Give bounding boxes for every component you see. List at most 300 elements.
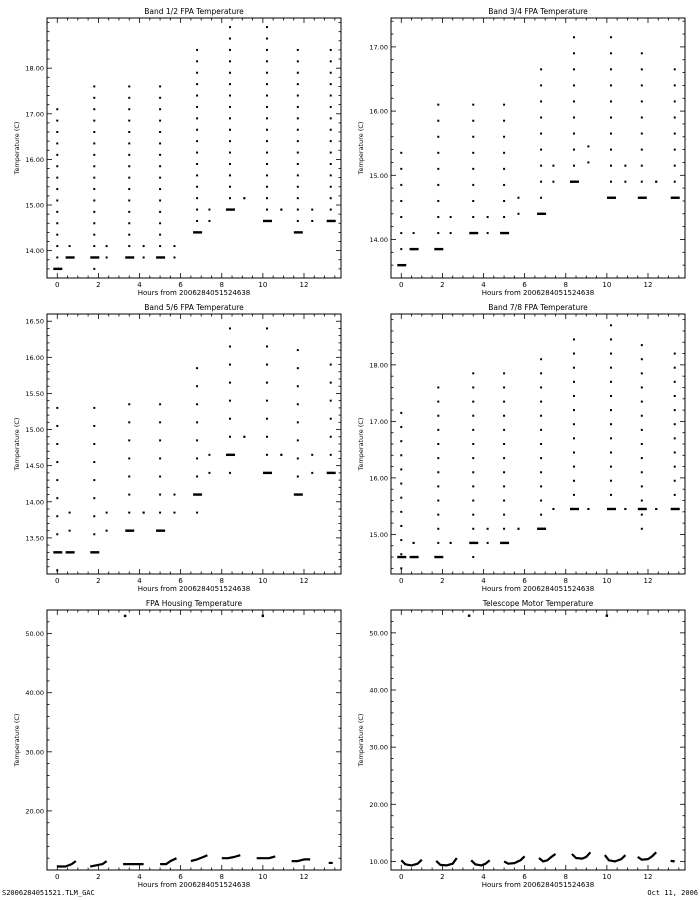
chart-6-xtick-label: 0 — [399, 873, 404, 881]
chart-4-point — [503, 471, 505, 473]
chart-1-point — [128, 108, 130, 110]
chart-4-base-dash — [397, 556, 406, 558]
chart-3-point — [297, 439, 299, 441]
chart-1-point — [159, 199, 161, 201]
chart-2-point — [437, 152, 439, 154]
chart-3-point — [311, 472, 313, 474]
chart-1-point — [56, 165, 58, 167]
chart-2-point — [540, 68, 542, 70]
chart-2-point — [655, 181, 657, 183]
chart-2-point — [503, 184, 505, 186]
chart-1-point — [266, 38, 268, 40]
chart-2-point — [503, 152, 505, 154]
chart-3-point — [196, 512, 198, 514]
chart-5-ytick-label: 50.00 — [25, 630, 44, 639]
chart-1-xtick-label: 10 — [258, 281, 268, 289]
chart-2-point — [487, 216, 489, 218]
chart-2-point — [674, 84, 676, 86]
chart-1-point — [106, 256, 108, 258]
chart-4-point — [400, 454, 402, 456]
chart-4-point — [674, 494, 676, 496]
chart-1-point — [196, 106, 198, 108]
chart-1-point — [330, 209, 332, 211]
chart-4-point — [487, 528, 489, 530]
chart-2-point — [624, 165, 626, 167]
chart-3-point — [229, 346, 231, 348]
chart-4-point — [437, 443, 439, 445]
chart-3-ytick-label: 15.50 — [25, 389, 44, 398]
chart-4-point — [674, 353, 676, 355]
chart-4-point — [503, 401, 505, 403]
chart-2-point — [610, 133, 612, 135]
chart-4-point — [472, 514, 474, 516]
chart-1-point — [93, 177, 95, 179]
chart-1-point — [311, 209, 313, 211]
chart-4-point — [641, 415, 643, 417]
chart-5-ytick-label: 40.00 — [25, 689, 44, 698]
chart-6-ytick-label: 30.00 — [369, 743, 388, 752]
chart-4-point — [573, 395, 575, 397]
chart-3-base-dash — [263, 472, 272, 474]
chart-4-point — [472, 485, 474, 487]
chart-2-point — [437, 216, 439, 218]
chart-4-point — [674, 466, 676, 468]
chart-1-base-dash — [125, 256, 134, 258]
chart-1-point — [56, 108, 58, 110]
chart-2-point — [641, 181, 643, 183]
chart-4-base-dash — [500, 542, 509, 544]
chart-3-point — [56, 515, 58, 517]
chart-2-xtick-label: 2 — [440, 281, 445, 289]
chart-4-point — [487, 542, 489, 544]
chart-4-base-dash — [607, 508, 616, 510]
chart-3-point — [159, 476, 161, 478]
chart-6-xtick-label: 2 — [440, 873, 445, 881]
chart-1-point — [196, 174, 198, 176]
chart-1-point — [297, 72, 299, 74]
chart-1-point — [196, 117, 198, 119]
chart-3-point — [93, 425, 95, 427]
chart-1-base-dash — [226, 208, 235, 210]
chart-1-point — [93, 165, 95, 167]
chart-1-point — [208, 220, 210, 222]
chart-3-point — [128, 403, 130, 405]
chart-4-point — [573, 437, 575, 439]
chart-1-xtick-label: 0 — [55, 281, 60, 289]
chart-1-point — [128, 142, 130, 144]
chart-2-point — [400, 248, 402, 250]
chart-1-xlabel: Hours from 2006284051524638 — [137, 289, 251, 297]
chart-4-point — [503, 372, 505, 374]
chart-3-xtick-label: 10 — [258, 577, 268, 585]
chart-1-point — [196, 140, 198, 142]
chart-1-point — [229, 49, 231, 51]
chart-1-point — [56, 131, 58, 133]
chart-5-ytick-label: 30.00 — [25, 748, 44, 757]
chart-2-ytick-label: 14.00 — [369, 235, 388, 244]
chart-4-point — [503, 415, 505, 417]
chart-2-point — [674, 117, 676, 119]
chart-2-base-dash — [434, 248, 443, 250]
chart-5-outlier-point — [262, 615, 264, 617]
chart-4-point — [503, 485, 505, 487]
chart-1-point — [297, 49, 299, 51]
chart-4-point — [674, 423, 676, 425]
chart-5-title: FPA Housing Temperature — [145, 599, 243, 608]
chart-1-point — [266, 140, 268, 142]
chart-2-point — [552, 165, 554, 167]
chart-2-point — [437, 200, 439, 202]
chart-1-point — [159, 177, 161, 179]
chart-4-ylabel: Temperature (C) — [357, 417, 365, 471]
chart-4-point — [610, 480, 612, 482]
chart-1-point — [56, 234, 58, 236]
chart-3-point — [196, 421, 198, 423]
chart-3-base-dash — [53, 551, 62, 553]
chart-3-point — [159, 439, 161, 441]
chart-4-point — [503, 528, 505, 530]
chart-1-point — [196, 72, 198, 74]
chart-2-point — [437, 136, 439, 138]
chart-6-series-segment — [471, 860, 490, 865]
chart-2-point — [400, 168, 402, 170]
footer-filename: S2006284051521.TLM_GAC — [2, 889, 95, 897]
chart-1-point — [297, 60, 299, 62]
chart-3-point — [280, 454, 282, 456]
chart-4-point — [552, 508, 554, 510]
chart-2-frame — [391, 18, 685, 278]
chart-4-xtick-label: 8 — [563, 577, 568, 585]
chart-4-xtick-label: 0 — [399, 577, 404, 585]
chart-4-point — [540, 429, 542, 431]
chart-2-point — [450, 232, 452, 234]
chart-1-point — [330, 174, 332, 176]
chart-1-point — [93, 97, 95, 99]
chart-4-base-dash — [671, 508, 680, 510]
chart-2-point — [413, 232, 415, 234]
chart-2-point — [610, 84, 612, 86]
chart-1-point — [297, 209, 299, 211]
chart-1-point — [196, 129, 198, 131]
chart-1-point — [128, 177, 130, 179]
chart-3-point — [229, 472, 231, 474]
chart-1-point — [196, 95, 198, 97]
chart-4-point — [400, 483, 402, 485]
chart-1-point — [196, 152, 198, 154]
chart-4-point — [503, 443, 505, 445]
chart-1-point — [330, 129, 332, 131]
chart-4-point — [573, 480, 575, 482]
chart-1-point — [196, 186, 198, 188]
chart-3-point — [56, 569, 58, 571]
chart-2-point — [573, 133, 575, 135]
chart-1-point — [159, 154, 161, 156]
chart-3-xlabel: Hours from 2006284051524638 — [137, 585, 251, 593]
chart-1-point — [159, 108, 161, 110]
chart-2-point — [610, 165, 612, 167]
chart-4-point — [641, 429, 643, 431]
chart-2-point — [472, 136, 474, 138]
chart-4-point — [641, 471, 643, 473]
chart-1-point — [56, 142, 58, 144]
chart-1-point — [93, 120, 95, 122]
chart-4-point — [437, 457, 439, 459]
chart-1-point — [297, 117, 299, 119]
chart-2-point — [450, 216, 452, 218]
chart-3-point — [93, 515, 95, 517]
chart-2-base-dash — [638, 197, 647, 199]
chart-3-frame — [47, 314, 341, 574]
chart-1-point — [266, 163, 268, 165]
chart-4-point — [573, 494, 575, 496]
chart-4-point — [540, 443, 542, 445]
chart-2-point — [641, 84, 643, 86]
chart-4-point — [540, 514, 542, 516]
chart-2-xtick-label: 6 — [522, 281, 527, 289]
chart-6-outlier-point — [606, 615, 608, 617]
chart-1-point — [128, 97, 130, 99]
chart-3-point — [330, 400, 332, 402]
chart-1-point — [56, 199, 58, 201]
chart-1-point — [128, 85, 130, 87]
chart-4-point — [610, 451, 612, 453]
chart-2-point — [641, 52, 643, 54]
chart-4-point — [540, 372, 542, 374]
chart-1-point — [93, 108, 95, 110]
chart-3-point — [93, 533, 95, 535]
chart-6-ytick-label: 20.00 — [369, 800, 388, 809]
chart-2-point — [437, 104, 439, 106]
chart-1-point — [196, 197, 198, 199]
chart-4-point — [437, 429, 439, 431]
chart-4-point — [610, 353, 612, 355]
chart-3-point — [330, 454, 332, 456]
chart-6-xtick-label: 6 — [522, 873, 527, 881]
chart-2-point — [487, 232, 489, 234]
chart-4-point — [610, 494, 612, 496]
chart-4-title: Band 7/8 FPA Temperature — [488, 303, 588, 312]
chart-1-point — [280, 209, 282, 211]
chart-4-point — [655, 508, 657, 510]
chart-1-point — [196, 209, 198, 211]
chart-1-point — [297, 220, 299, 222]
chart-1-point — [159, 85, 161, 87]
chart-3-point — [128, 421, 130, 423]
chart-4-point — [540, 415, 542, 417]
chart-2-ytick-label: 16.00 — [369, 107, 388, 116]
chart-1-point — [56, 222, 58, 224]
chart-2-point — [400, 184, 402, 186]
chart-2-point — [540, 133, 542, 135]
chart-1-point — [266, 95, 268, 97]
chart-1-point — [159, 120, 161, 122]
chart-4-point — [641, 485, 643, 487]
chart-4-point — [503, 457, 505, 459]
chart-2-point — [610, 117, 612, 119]
chart-2-point — [641, 165, 643, 167]
chart-2-point — [437, 168, 439, 170]
chart-4-point — [674, 451, 676, 453]
chart-2-point — [573, 52, 575, 54]
chart-3-xtick-label: 4 — [137, 577, 142, 585]
chart-2-point — [641, 133, 643, 135]
chart-2-point — [674, 181, 676, 183]
chart-2-point — [472, 216, 474, 218]
chart-1-point — [106, 245, 108, 247]
chart-2-point — [503, 168, 505, 170]
chart-3-point — [266, 436, 268, 438]
chart-6-series-segment — [572, 852, 591, 858]
chart-6-outlier-point — [468, 615, 470, 617]
chart-4-point — [573, 353, 575, 355]
chart-5-outlier-point — [124, 615, 126, 617]
chart-1-point — [266, 117, 268, 119]
chart-4-ytick-label: 16.00 — [369, 474, 388, 483]
chart-5-xtick-label: 12 — [299, 873, 309, 881]
chart-2-point — [573, 165, 575, 167]
chart-4-point — [400, 539, 402, 541]
chart-3-point — [93, 479, 95, 481]
chart-1-point — [56, 120, 58, 122]
chart-1-point — [93, 199, 95, 201]
chart-2-point — [573, 149, 575, 151]
chart-2-ytick-label: 15.00 — [369, 171, 388, 180]
chart-1-point — [243, 197, 245, 199]
chart-3-point — [56, 533, 58, 535]
chart-1-point — [159, 131, 161, 133]
chart-3-point — [128, 476, 130, 478]
chart-4-point — [400, 468, 402, 470]
chart-2-xtick-label: 4 — [481, 281, 486, 289]
chart-3-ytick-label: 15.00 — [25, 426, 44, 435]
chart-3-point — [311, 454, 313, 456]
chart-1-point — [159, 165, 161, 167]
chart-1-point — [266, 129, 268, 131]
chart-1-point — [196, 60, 198, 62]
chart-2-point — [573, 84, 575, 86]
chart-4-point — [610, 367, 612, 369]
chart-4-point — [437, 386, 439, 388]
chart-4-point — [624, 508, 626, 510]
chart-3-point — [266, 364, 268, 366]
chart-4-point — [674, 409, 676, 411]
chart-4-point — [472, 372, 474, 374]
chart-4-point — [641, 443, 643, 445]
chart-5-ytick-label: 20.00 — [25, 807, 44, 816]
chart-3-ylabel: Temperature (C) — [13, 417, 21, 471]
chart-1-point — [297, 186, 299, 188]
chart-2-point — [610, 181, 612, 183]
chart-4-xtick-label: 10 — [602, 577, 612, 585]
chart-1-point — [229, 38, 231, 40]
chart-2-point — [610, 36, 612, 38]
chart-1-xtick-label: 4 — [137, 281, 142, 289]
chart-1-point — [266, 186, 268, 188]
chart-4-point — [472, 500, 474, 502]
chart-2-point — [641, 100, 643, 102]
chart-1-point — [143, 256, 145, 258]
chart-3-point — [297, 367, 299, 369]
chart-2-point — [437, 120, 439, 122]
chart-6-series-segment — [539, 854, 556, 861]
chart-1-ytick-label: 18.00 — [25, 64, 44, 73]
chart-1-xtick-label: 12 — [299, 281, 309, 289]
chart-6-xtick-label: 12 — [643, 873, 653, 881]
chart-2-point — [573, 68, 575, 70]
chart-3-base-dash — [294, 493, 303, 495]
chart-4-point — [641, 500, 643, 502]
chart-1-point — [93, 245, 95, 247]
chart-4-point — [503, 429, 505, 431]
chart-6-xtick-label: 8 — [563, 873, 568, 881]
chart-1-base-dash — [263, 220, 272, 222]
chart-2-xtick-label: 10 — [602, 281, 612, 289]
chart-4-point — [641, 514, 643, 516]
chart-1-point — [128, 188, 130, 190]
chart-3-point — [330, 382, 332, 384]
chart-4-point — [674, 395, 676, 397]
chart-4-point — [472, 429, 474, 431]
chart-6-ylabel: Temperature (C) — [357, 713, 365, 767]
chart-1-point — [159, 211, 161, 213]
chart-2-point — [674, 68, 676, 70]
chart-2-point — [573, 100, 575, 102]
chart-4-point — [437, 528, 439, 530]
chart-1-point — [297, 163, 299, 165]
chart-2-point — [587, 145, 589, 147]
chart-1-point — [297, 106, 299, 108]
chart-4-point — [400, 553, 402, 555]
chart-5-frame — [47, 610, 341, 870]
chart-2-base-dash — [570, 181, 579, 183]
chart-2-point — [610, 100, 612, 102]
chart-3-point — [266, 346, 268, 348]
chart-4-point — [641, 358, 643, 360]
chart-4-point — [472, 471, 474, 473]
chart-1-point — [56, 245, 58, 247]
chart-4-base-dash — [638, 508, 647, 510]
chart-4-ytick-label: 17.00 — [369, 417, 388, 426]
chart-4-xtick-label: 2 — [440, 577, 445, 585]
chart-1-point — [128, 234, 130, 236]
chart-1-point — [266, 26, 268, 28]
chart-3-point — [159, 457, 161, 459]
chart-6-ytick-label: 50.00 — [369, 629, 388, 638]
chart-2-point — [540, 149, 542, 151]
chart-6-series-segment — [605, 855, 626, 861]
chart-2-point — [472, 120, 474, 122]
chart-4-point — [413, 542, 415, 544]
chart-1-ytick-label: 16.00 — [25, 155, 44, 164]
chart-2-point — [517, 197, 519, 199]
chart-3-point — [229, 400, 231, 402]
chart-1-title: Band 1/2 FPA Temperature — [144, 7, 244, 16]
chart-2-point — [540, 100, 542, 102]
chart-5-series-segment — [257, 856, 276, 858]
chart-1-point — [297, 95, 299, 97]
chart-2-point — [674, 149, 676, 151]
chart-2-point — [540, 165, 542, 167]
chart-6-ytick-label: 40.00 — [369, 686, 388, 695]
chart-2-point — [472, 168, 474, 170]
chart-2-point — [587, 161, 589, 163]
chart-4-ytick-label: 18.00 — [369, 361, 388, 370]
chart-3-point — [229, 436, 231, 438]
chart-4-point — [540, 500, 542, 502]
chart-3-ytick-label: 16.00 — [25, 353, 44, 362]
chart-4-point — [472, 415, 474, 417]
chart-4-xtick-label: 6 — [522, 577, 527, 585]
